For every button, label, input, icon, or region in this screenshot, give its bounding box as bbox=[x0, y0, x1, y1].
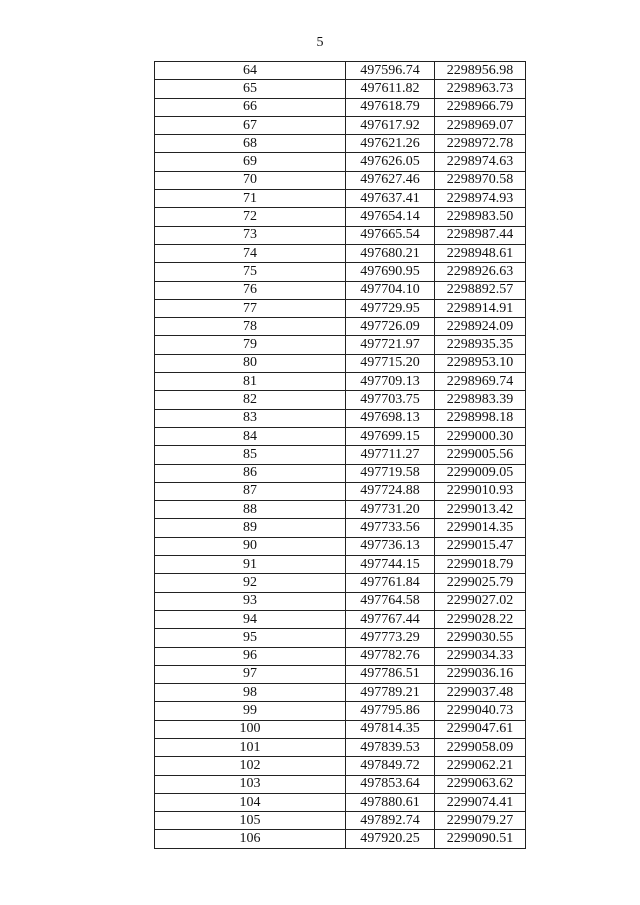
table-row bbox=[155, 336, 526, 354]
y-coordinate-cell: 2299018.79 bbox=[435, 556, 526, 574]
x-coordinate-cell: 497729.95 bbox=[346, 299, 435, 317]
x-coordinate-cell: 497853.64 bbox=[346, 775, 435, 793]
point-number-cell: 85 bbox=[155, 446, 346, 464]
point-number-cell: 90 bbox=[155, 537, 346, 555]
y-coordinate-cell: 2299090.51 bbox=[435, 830, 526, 848]
point-number-cell: 99 bbox=[155, 702, 346, 720]
point-number-cell: 64 bbox=[155, 62, 346, 80]
x-coordinate-cell: 497839.53 bbox=[346, 738, 435, 756]
point-number-cell: 68 bbox=[155, 135, 346, 153]
point-number-cell: 81 bbox=[155, 373, 346, 391]
table-row bbox=[155, 226, 526, 244]
point-number-cell: 88 bbox=[155, 501, 346, 519]
x-coordinate-cell: 497736.13 bbox=[346, 537, 435, 555]
point-number-cell: 95 bbox=[155, 629, 346, 647]
x-coordinate-cell: 497709.13 bbox=[346, 373, 435, 391]
table-row bbox=[155, 135, 526, 153]
point-number-cell: 66 bbox=[155, 98, 346, 116]
table-row bbox=[155, 116, 526, 134]
table-row bbox=[155, 830, 526, 848]
table-row bbox=[155, 482, 526, 500]
y-coordinate-cell: 2298935.35 bbox=[435, 336, 526, 354]
page-number: 5 bbox=[316, 35, 324, 50]
point-number-cell: 93 bbox=[155, 592, 346, 610]
point-number-cell: 102 bbox=[155, 757, 346, 775]
table-row bbox=[155, 684, 526, 702]
point-number-cell: 78 bbox=[155, 318, 346, 336]
x-coordinate-cell: 497665.54 bbox=[346, 226, 435, 244]
x-coordinate-cell: 497744.15 bbox=[346, 556, 435, 574]
table-row bbox=[155, 190, 526, 208]
y-coordinate-cell: 2299074.41 bbox=[435, 793, 526, 811]
x-coordinate-cell: 497782.76 bbox=[346, 647, 435, 665]
y-coordinate-cell: 2299058.09 bbox=[435, 738, 526, 756]
point-number-cell: 67 bbox=[155, 116, 346, 134]
table-row bbox=[155, 80, 526, 98]
table-row bbox=[155, 556, 526, 574]
table-row bbox=[155, 244, 526, 262]
y-coordinate-cell: 2299079.27 bbox=[435, 812, 526, 830]
table-row bbox=[155, 391, 526, 409]
point-number-cell: 87 bbox=[155, 482, 346, 500]
table-row bbox=[155, 793, 526, 811]
table-row bbox=[155, 647, 526, 665]
y-coordinate-cell: 2299030.55 bbox=[435, 629, 526, 647]
x-coordinate-cell: 497724.88 bbox=[346, 482, 435, 500]
x-coordinate-cell: 497618.79 bbox=[346, 98, 435, 116]
table-row bbox=[155, 592, 526, 610]
x-coordinate-cell: 497767.44 bbox=[346, 610, 435, 628]
coordinates-table bbox=[154, 61, 526, 849]
point-number-cell: 100 bbox=[155, 720, 346, 738]
x-coordinate-cell: 497880.61 bbox=[346, 793, 435, 811]
y-coordinate-cell: 2299040.73 bbox=[435, 702, 526, 720]
x-coordinate-cell: 497761.84 bbox=[346, 574, 435, 592]
point-number-cell: 77 bbox=[155, 299, 346, 317]
point-number-cell: 80 bbox=[155, 354, 346, 372]
x-coordinate-cell: 497789.21 bbox=[346, 684, 435, 702]
table-row bbox=[155, 812, 526, 830]
table-row bbox=[155, 299, 526, 317]
point-number-cell: 72 bbox=[155, 208, 346, 226]
point-number-cell: 94 bbox=[155, 610, 346, 628]
y-coordinate-cell: 2299005.56 bbox=[435, 446, 526, 464]
x-coordinate-cell: 497715.20 bbox=[346, 354, 435, 372]
table-row bbox=[155, 427, 526, 445]
x-coordinate-cell: 497627.46 bbox=[346, 171, 435, 189]
y-coordinate-cell: 2298914.91 bbox=[435, 299, 526, 317]
y-coordinate-cell: 2299062.21 bbox=[435, 757, 526, 775]
point-number-cell: 106 bbox=[155, 830, 346, 848]
point-number-cell: 70 bbox=[155, 171, 346, 189]
y-coordinate-cell: 2299063.62 bbox=[435, 775, 526, 793]
point-number-cell: 82 bbox=[155, 391, 346, 409]
table-row bbox=[155, 537, 526, 555]
y-coordinate-cell: 2298969.74 bbox=[435, 373, 526, 391]
y-coordinate-cell: 2299027.02 bbox=[435, 592, 526, 610]
y-coordinate-cell: 2299047.61 bbox=[435, 720, 526, 738]
point-number-cell: 76 bbox=[155, 281, 346, 299]
y-coordinate-cell: 2298974.93 bbox=[435, 190, 526, 208]
point-number-cell: 69 bbox=[155, 153, 346, 171]
y-coordinate-cell: 2298983.39 bbox=[435, 391, 526, 409]
point-number-cell: 103 bbox=[155, 775, 346, 793]
y-coordinate-cell: 2299009.05 bbox=[435, 464, 526, 482]
point-number-cell: 79 bbox=[155, 336, 346, 354]
coordinates-table-body bbox=[155, 62, 526, 849]
point-number-cell: 83 bbox=[155, 409, 346, 427]
table-row bbox=[155, 702, 526, 720]
table-row bbox=[155, 153, 526, 171]
table-row bbox=[155, 574, 526, 592]
x-coordinate-cell: 497680.21 bbox=[346, 244, 435, 262]
y-coordinate-cell: 2298987.44 bbox=[435, 226, 526, 244]
x-coordinate-cell: 497611.82 bbox=[346, 80, 435, 98]
x-coordinate-cell: 497621.26 bbox=[346, 135, 435, 153]
x-coordinate-cell: 497596.74 bbox=[346, 62, 435, 80]
y-coordinate-cell: 2298953.10 bbox=[435, 354, 526, 372]
y-coordinate-cell: 2299028.22 bbox=[435, 610, 526, 628]
table-row bbox=[155, 757, 526, 775]
x-coordinate-cell: 497726.09 bbox=[346, 318, 435, 336]
y-coordinate-cell: 2298948.61 bbox=[435, 244, 526, 262]
point-number-cell: 96 bbox=[155, 647, 346, 665]
table-row bbox=[155, 281, 526, 299]
y-coordinate-cell: 2298998.18 bbox=[435, 409, 526, 427]
x-coordinate-cell: 497637.41 bbox=[346, 190, 435, 208]
x-coordinate-cell: 497699.15 bbox=[346, 427, 435, 445]
y-coordinate-cell: 2298972.78 bbox=[435, 135, 526, 153]
point-number-cell: 101 bbox=[155, 738, 346, 756]
y-coordinate-cell: 2299025.79 bbox=[435, 574, 526, 592]
point-number-cell: 84 bbox=[155, 427, 346, 445]
table-row bbox=[155, 464, 526, 482]
point-number-cell: 92 bbox=[155, 574, 346, 592]
y-coordinate-cell: 2299034.33 bbox=[435, 647, 526, 665]
y-coordinate-cell: 2299000.30 bbox=[435, 427, 526, 445]
table-row bbox=[155, 775, 526, 793]
point-number-cell: 74 bbox=[155, 244, 346, 262]
point-number-cell: 75 bbox=[155, 263, 346, 281]
table-row bbox=[155, 446, 526, 464]
y-coordinate-cell: 2299014.35 bbox=[435, 519, 526, 537]
y-coordinate-cell: 2298956.98 bbox=[435, 62, 526, 80]
point-number-cell: 97 bbox=[155, 665, 346, 683]
table-row bbox=[155, 738, 526, 756]
point-number-cell: 105 bbox=[155, 812, 346, 830]
table-row bbox=[155, 629, 526, 647]
x-coordinate-cell: 497719.58 bbox=[346, 464, 435, 482]
point-number-cell: 71 bbox=[155, 190, 346, 208]
y-coordinate-cell: 2298892.57 bbox=[435, 281, 526, 299]
x-coordinate-cell: 497892.74 bbox=[346, 812, 435, 830]
table-row bbox=[155, 98, 526, 116]
y-coordinate-cell: 2299015.47 bbox=[435, 537, 526, 555]
table-row bbox=[155, 171, 526, 189]
y-coordinate-cell: 2298974.63 bbox=[435, 153, 526, 171]
x-coordinate-cell: 497764.58 bbox=[346, 592, 435, 610]
point-number-cell: 104 bbox=[155, 793, 346, 811]
point-number-cell: 65 bbox=[155, 80, 346, 98]
point-number-cell: 89 bbox=[155, 519, 346, 537]
table-row bbox=[155, 519, 526, 537]
y-coordinate-cell: 2299013.42 bbox=[435, 501, 526, 519]
table-row bbox=[155, 665, 526, 683]
x-coordinate-cell: 497733.56 bbox=[346, 519, 435, 537]
table-row bbox=[155, 208, 526, 226]
x-coordinate-cell: 497773.29 bbox=[346, 629, 435, 647]
x-coordinate-cell: 497654.14 bbox=[346, 208, 435, 226]
point-number-cell: 91 bbox=[155, 556, 346, 574]
table-row bbox=[155, 263, 526, 281]
point-number-cell: 73 bbox=[155, 226, 346, 244]
table-row bbox=[155, 354, 526, 372]
y-coordinate-cell: 2299010.93 bbox=[435, 482, 526, 500]
table-row bbox=[155, 501, 526, 519]
x-coordinate-cell: 497786.51 bbox=[346, 665, 435, 683]
x-coordinate-cell: 497617.92 bbox=[346, 116, 435, 134]
y-coordinate-cell: 2298963.73 bbox=[435, 80, 526, 98]
x-coordinate-cell: 497626.05 bbox=[346, 153, 435, 171]
x-coordinate-cell: 497849.72 bbox=[346, 757, 435, 775]
point-number-cell: 98 bbox=[155, 684, 346, 702]
y-coordinate-cell: 2298966.79 bbox=[435, 98, 526, 116]
point-number-cell: 86 bbox=[155, 464, 346, 482]
y-coordinate-cell: 2298970.58 bbox=[435, 171, 526, 189]
table-row bbox=[155, 720, 526, 738]
table-row bbox=[155, 373, 526, 391]
x-coordinate-cell: 497814.35 bbox=[346, 720, 435, 738]
x-coordinate-cell: 497703.75 bbox=[346, 391, 435, 409]
table-row bbox=[155, 62, 526, 80]
x-coordinate-cell: 497920.25 bbox=[346, 830, 435, 848]
x-coordinate-cell: 497731.20 bbox=[346, 501, 435, 519]
y-coordinate-cell: 2298926.63 bbox=[435, 263, 526, 281]
x-coordinate-cell: 497690.95 bbox=[346, 263, 435, 281]
table-row bbox=[155, 318, 526, 336]
table-row bbox=[155, 610, 526, 628]
table-row bbox=[155, 409, 526, 427]
y-coordinate-cell: 2298969.07 bbox=[435, 116, 526, 134]
x-coordinate-cell: 497795.86 bbox=[346, 702, 435, 720]
x-coordinate-cell: 497698.13 bbox=[346, 409, 435, 427]
x-coordinate-cell: 497711.27 bbox=[346, 446, 435, 464]
y-coordinate-cell: 2299036.16 bbox=[435, 665, 526, 683]
y-coordinate-cell: 2298924.09 bbox=[435, 318, 526, 336]
y-coordinate-cell: 2299037.48 bbox=[435, 684, 526, 702]
x-coordinate-cell: 497721.97 bbox=[346, 336, 435, 354]
x-coordinate-cell: 497704.10 bbox=[346, 281, 435, 299]
y-coordinate-cell: 2298983.50 bbox=[435, 208, 526, 226]
